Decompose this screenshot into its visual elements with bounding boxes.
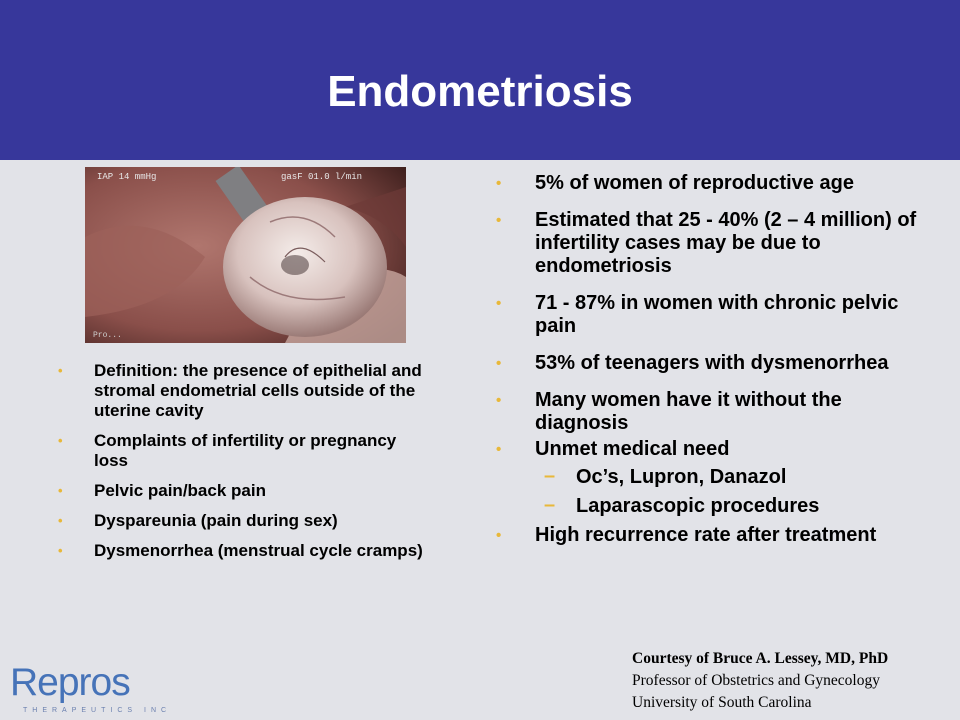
sub-bullet-item: – Oc’s, Lupron, Danazol [544,465,787,488]
dash-icon: – [544,465,556,487]
bullet-icon: • [58,363,63,378]
right-bullet-item: • Estimated that 25 - 40% (2 – 4 million) of infertility cases may be due to endometriosis [496,209,917,277]
credit-title: Professor of Obstetrics and Gynecology [632,672,880,689]
right-bullet-list [496,172,936,561]
image-credit [632,648,952,714]
right-bullet-item: • High recurrence rate after treatment [496,524,877,546]
left-bullet-item: • Definition: the presence of epithelial and stromal endometrial cells outside of the uterine cavity [58,361,422,420]
credit-courtesy: Courtesy of Bruce A. Lessey, MD, PhD [632,650,889,667]
right-bullet-item: • 5% of women of reproductive age [496,172,854,194]
right-bullet-item: • Many women have it without the diagnosis [496,389,842,434]
bullet-icon: • [496,441,502,458]
company-logo [10,660,172,720]
bullet-icon: • [496,355,502,372]
bullet-icon: • [58,483,63,498]
left-bullet-item: • Dyspareunia (pain during sex) [58,511,338,530]
left-bullet-list [58,361,428,571]
bullet-icon: • [58,433,63,448]
left-bullet-item: • Pelvic pain/back pain [58,481,266,500]
logo-wordmark: Repros [10,661,130,704]
photo-overlay-text-right: gasF 01.0 l/min [281,172,363,182]
left-bullet-item: • Complaints of infertility or pregnancy loss [58,431,397,470]
bullet-icon: • [496,392,502,409]
dash-icon: – [544,494,556,516]
photo-overlay-text-bottom: Pro... [93,331,122,340]
bullet-icon: • [496,295,502,312]
right-bullet-item: • 53% of teenagers with dysmenorrhea [496,352,889,374]
bullet-icon: • [496,175,502,192]
laparoscopy-photo [85,167,406,343]
logo-tagline: THERAPEUTICS INC [23,707,172,714]
bullet-icon: • [496,212,502,229]
slide-title: Endometriosis [327,67,633,116]
left-bullet-item: • Dysmenorrhea (menstrual cycle cramps) [58,541,423,560]
sub-bullet-list [535,466,936,518]
right-bullet-item: • 71 - 87% in women with chronic pelvic pain [496,292,899,337]
sub-bullet-item: – Laparascopic procedures [544,494,820,517]
bullet-icon: • [58,543,63,558]
bullet-icon: • [496,527,502,544]
right-bullet-item: • Unmet medical need – Oc’s, Lupron, Danazol – Laparascopic procedures [496,438,936,518]
credit-institution: University of South Carolina [632,694,812,711]
bullet-icon: • [58,513,63,528]
photo-overlay-text: IAP 14 mmHg [97,172,157,182]
